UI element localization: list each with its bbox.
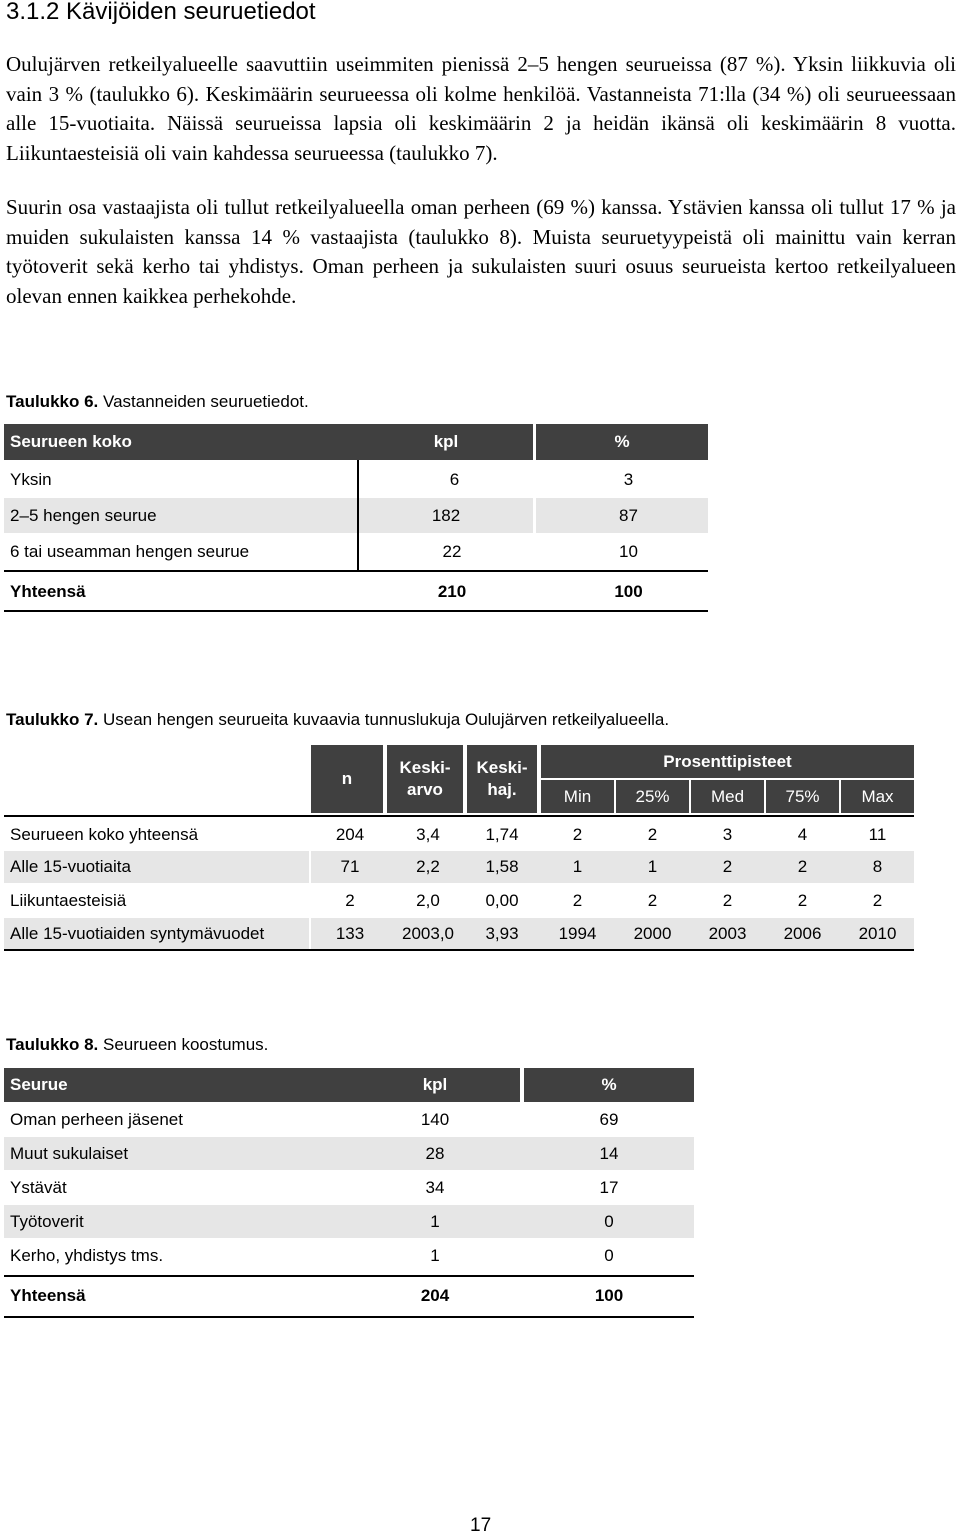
table-row: [4, 534, 708, 569]
table7-cell-sd: 3,93: [485, 924, 519, 943]
table7-cell-min: 2: [572, 824, 583, 844]
table6-header-size: Seurueen koko: [4, 424, 361, 460]
table-row: [4, 1205, 694, 1238]
table7-bottom-rule: [4, 949, 914, 951]
table7-cell-label: Liikuntaesteisiä: [10, 891, 127, 910]
table8-caption: [6, 1035, 268, 1055]
table8-cell-kpl: 34: [425, 1177, 445, 1197]
table6-cell-kpl: 182: [359, 498, 533, 533]
table8-total-row: [4, 1278, 694, 1313]
table-7: [4, 745, 914, 950]
table6-total-rule: [4, 570, 708, 572]
table6-cell-label: [4, 498, 361, 533]
table7-header-p25: 25%: [616, 780, 689, 813]
paragraph-2: Suurin osa vastaajista oli tullut retkeilyalueella oman perheen (69 %) kanssa. Ystävien kanssa oli tullut 17 % ja muiden sukulaisten kanssa 14 % vastaajista (taulukko 8). Muista seuruetyypeistä oli mainittu vain kerran työtoverit sekä kerho tai yhdistys. Oman perheen ja sukulaisten suuri osuus seurueista kertoo retkeilyalueen olevan ennen kaikkea perhekohde.: [6, 195, 956, 308]
table7-cell-med: 2: [722, 857, 733, 876]
table7-cell-max: 2010: [858, 924, 897, 943]
table6-total-kpl: 210: [437, 581, 467, 601]
table7-cell-mean: 2003,0: [402, 924, 454, 943]
table7-header-p75: 75%: [766, 780, 839, 813]
table7-cell-p25: 1: [647, 857, 658, 876]
table7-cell-label: Seurueen koko yhteensä: [10, 824, 199, 844]
table7-header-mean-1: Keski-: [399, 758, 451, 777]
table6-header-kpl: kpl: [359, 424, 533, 460]
table7-cell-mean: 2,2: [416, 857, 440, 876]
table8-header-pct: %: [524, 1068, 694, 1102]
table6-caption-label: Taulukko 6.: [6, 392, 99, 411]
table8-caption-text: Seurueen koostumus.: [103, 1035, 269, 1054]
table7-cell-p75: 2: [797, 857, 808, 876]
table7-col-gap: [309, 817, 311, 950]
table6-cell-pct: 3: [623, 469, 634, 489]
table6-row2-label-rest: 5 hengen seurue: [28, 505, 157, 525]
table6-header-pct: %: [536, 424, 708, 460]
table-row: [4, 918, 914, 950]
table7-cell-p75: 2: [797, 891, 808, 910]
table7-cell-label: Alle 15-vuotiaiden syntymävuodet: [10, 924, 265, 943]
table-6: [4, 424, 708, 614]
paragraph-1: Oulujärven retkeilyalueelle saavuttiin useimmiten pienissä 2–5 hengen seurueissa (87 %). Yksin liikkuvia oli vain 3 % (taulukko 6). Keskimäärin seurueessa oli kolme henkilöä. Vastanneista 71:lla (34 %) oli seurueessaan alle 15-vuotiaita. Näissä seurueissa lapsia oli keskimäärin 2 ja heidän ikänsä oli keskimäärin 8 vuotta. Liikuntaesteisiä oli vain kahdessa seurueessa (taulukko 7).: [6, 52, 956, 165]
table7-header-min: Min: [541, 780, 614, 813]
table6-bottom-rule: [4, 610, 708, 612]
table8-cell-pct: 17: [599, 1177, 619, 1197]
table7-header-mean: [387, 745, 463, 813]
table7-caption: [6, 710, 669, 730]
table7-header-sd-2: haj.: [487, 780, 517, 799]
table8-cell-pct: 69: [599, 1109, 619, 1129]
table7-cell-p25: 2000: [633, 924, 672, 943]
table7-cell-med: 3: [722, 824, 733, 844]
page-number: 17: [470, 1515, 492, 1536]
table7-cell-label: Alle 15-vuotiaita: [10, 857, 131, 876]
table8-cell-pct: 14: [599, 1143, 619, 1163]
table6-total-label: Yhteensä: [10, 581, 86, 601]
table7-cell-sd: 1,74: [485, 824, 519, 844]
table6-cell-label: Yksin: [10, 469, 52, 489]
table8-cell-label: Ystävät: [10, 1177, 67, 1197]
table8-cell-label: Kerho, yhdistys tms.: [10, 1245, 164, 1265]
table8-bottom-rule: [4, 1316, 694, 1318]
table7-header-n: n: [311, 745, 383, 813]
table6-cell-pct: 10: [619, 541, 638, 561]
table7-cell-n: 2: [345, 891, 355, 910]
table6-total-pct: 100: [614, 581, 643, 601]
table8-total-rule: [4, 1275, 694, 1277]
table7-cell-p25: 2: [647, 891, 658, 910]
table7-cell-mean: 3,4: [416, 824, 440, 844]
table7-cell-med: 2003: [708, 924, 747, 943]
table6-caption-text: Vastanneiden seuruetiedot.: [103, 392, 309, 411]
table8-caption-label: Taulukko 8.: [6, 1035, 99, 1054]
table8-cell-kpl: 28: [425, 1143, 445, 1163]
table8-total-label: Yhteensä: [10, 1285, 86, 1305]
table-row: [4, 851, 914, 883]
table6-row2-dash: –: [19, 505, 29, 525]
table6-cell-label: 6 tai useamman hengen seurue: [10, 541, 250, 561]
table7-cell-med: 2: [722, 891, 733, 910]
table8-header-seurue: Seurue: [4, 1068, 352, 1102]
table8-cell-kpl: 1: [430, 1211, 440, 1231]
table6-cell-pct: 87: [536, 498, 708, 533]
section-heading: 3.1.2 Kävijöiden seuruetiedot: [6, 0, 316, 25]
table-row: [4, 498, 708, 533]
table7-cell-max: 11: [868, 824, 887, 844]
table6-caption: [6, 392, 309, 412]
table8-cell-pct: 0: [604, 1245, 614, 1265]
table7-header-sd: [467, 745, 537, 813]
table-row: [4, 1137, 694, 1170]
table7-header-sd-1: Keski-: [476, 758, 528, 777]
table8-cell-kpl: 140: [420, 1109, 450, 1129]
table7-cell-n: 71: [340, 857, 360, 876]
table7-header-med: Med: [691, 780, 764, 813]
table7-cell-min: 1: [572, 857, 583, 876]
table-row: [4, 1103, 694, 1136]
table8-total-pct: 100: [594, 1285, 624, 1305]
table7-cell-n: 204: [335, 824, 365, 844]
table7-header-percentiles: Prosenttipisteet: [541, 745, 914, 778]
table7-caption-label: Taulukko 7.: [6, 710, 99, 729]
table7-cell-p25: 2: [647, 824, 658, 844]
table7-header-max: Max: [841, 780, 914, 813]
table7-cell-min: 2: [572, 891, 583, 910]
table7-cell-p75: 4: [797, 824, 808, 844]
table8-total-kpl: 204: [420, 1285, 450, 1305]
table7-cell-sd: 0,00: [485, 891, 519, 910]
table8-cell-label: Työtoverit: [10, 1211, 84, 1231]
table7-cell-sd: 1,58: [485, 857, 519, 876]
table6-col-divider: [357, 460, 359, 570]
table6-header-row: [4, 424, 708, 460]
table-8: [4, 1068, 694, 1320]
table-row: [4, 1171, 694, 1204]
table-row: [4, 462, 708, 497]
table7-caption-text: Usean hengen seurueita kuvaavia tunnuslukuja Oulujärven retkeilyalueella.: [103, 710, 670, 729]
table8-cell-label: Muut sukulaiset: [10, 1143, 129, 1163]
table6-total-row: [4, 574, 708, 609]
table8-cell-kpl: 1: [430, 1245, 440, 1265]
table6-cell-kpl: 6: [359, 462, 533, 497]
table6-cell-kpl: 22: [442, 541, 462, 561]
table7-cell-max: 2: [872, 891, 883, 910]
table7-cell-p75: 2006: [783, 924, 822, 943]
table8-header-kpl: kpl: [350, 1068, 520, 1102]
table-row: [4, 885, 914, 917]
table7-cell-min: 1994: [558, 924, 597, 943]
table7-header-mean-2: arvo: [407, 780, 443, 799]
table8-header-row: [4, 1068, 694, 1102]
table-row: [4, 817, 914, 852]
table-row: [4, 1239, 694, 1272]
table7-cell-n: 133: [335, 924, 365, 943]
table8-cell-label: Oman perheen jäsenet: [10, 1109, 183, 1129]
table7-cell-mean: 2,0: [416, 891, 440, 910]
table7-cell-max: 8: [872, 857, 883, 876]
table8-cell-pct: 0: [604, 1211, 614, 1231]
table6-row2-label-start: 2: [10, 505, 20, 525]
